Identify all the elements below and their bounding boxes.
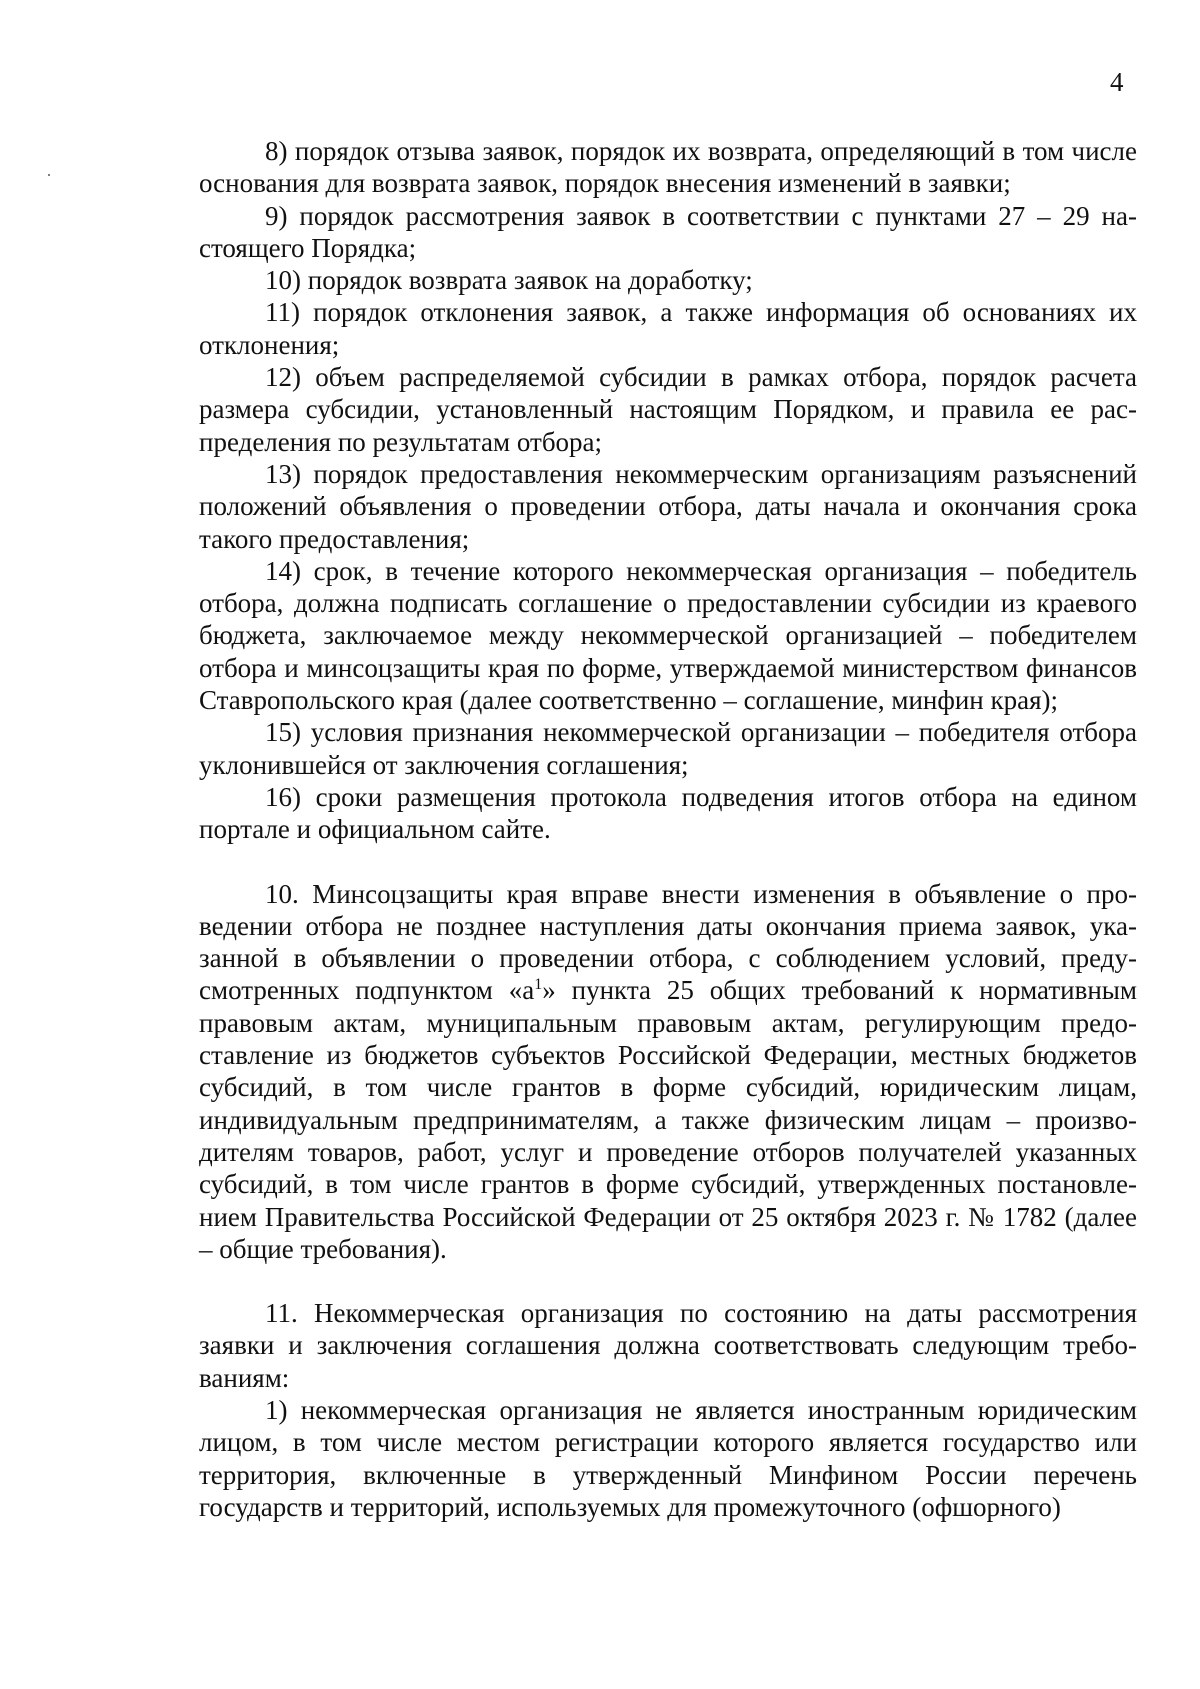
list-item-8: 8) порядок отзыва заявок, порядок их возврата, определяющий в том числе основания для возврата заявок, порядок внесения изменений в заявки;: [199, 136, 1137, 199]
clause-10: [199, 878, 1137, 1266]
list-item-11: 11) порядок отклонения заявок, а также информация об основаниях их отклонения;: [199, 297, 1137, 360]
scan-speck: [48, 174, 50, 176]
list-item-16: 16) сроки размещения протокола подведения итогов отбора на едином портале и официальном сайте.: [199, 781, 1137, 845]
list-item-9: 9) порядок рассмотрения заявок в соответствии с пунктами 27 – 29 настоящего Порядка;: [199, 200, 1137, 263]
list-item-15: 15) условия признания некоммерческой организации – победителя отбора уклонившейся от заключения соглашения;: [199, 717, 1137, 780]
list-item-13: 13) порядок предоставления некоммерческим организациям разъяснений положений объявления о проведении отбора, даты начала и окончания срока такого предоставления;: [199, 458, 1137, 554]
clause-11-intro: 11. Некоммерческая организация по состоянию на даты рассмотрения заявки и заключения соглашения должна соответствовать следующим требованиям:: [199, 1298, 1137, 1393]
superscript-mark: 1: [534, 976, 543, 994]
list-item-14: 14) срок, в течение которого некоммерческая организация – победитель отбора, должна подписать соглашение о предоставлении субсидии из краевого бюджета, заключаемое между некоммерческой организацией – победителем отбора и минсоцзащиты края по форме, утверждаемой министерством финансов Ставропольского края (далее соответственно – соглашение, минфин края);: [199, 555, 1137, 716]
clause-10-text-start: 10. Минсоцзащиты края вправе внести изменения в объявление о проведении отбора не позднее наступления даты окончания приема заявок, указанной в объявлении о проведении отбора, с соблюдением условий, предусмотренных подпунктом «а: [199, 878, 1137, 1006]
document-body: [199, 135, 1137, 1523]
clause-11-item-1: 1) некоммерческая организация не является иностранным юридическим лицом, в том числе местом регистрации которого является государство или территория, включенные в утвержденный Минфином России перечень государств и территорий, используемых для промежуточного (офшорного): [199, 1394, 1137, 1522]
list-item-10: 10) порядок возврата заявок на доработку;: [265, 265, 753, 296]
page-number: 4: [1110, 67, 1124, 97]
clause-10-text-end: » пункта 25 общих требований к нормативным правовым актам, муниципальным правовым актам, регулирующим предоставление из бюджетов субъектов Российской Федерации, местных бюджетов субсидий, в том числе грантов в форме субсидий, юридическим лицам, индивидуальным предпринимателям, а также физическим лицам – производителям товаров, работ, услуг и проведение отборов получателей указанных субсидий, в том числе грантов в форме субсидий, утвержденных постановлением Правительства Российской Федерации от 25 октября 2023 г. № 1782 (далее – общие требования).: [199, 975, 1138, 1264]
list-item-12: 12) объем распределяемой субсидии в рамках отбора, порядок расчета размера субсидии, установленный настоящим Порядком, и правила ее распределения по результатам отбора;: [199, 362, 1137, 457]
